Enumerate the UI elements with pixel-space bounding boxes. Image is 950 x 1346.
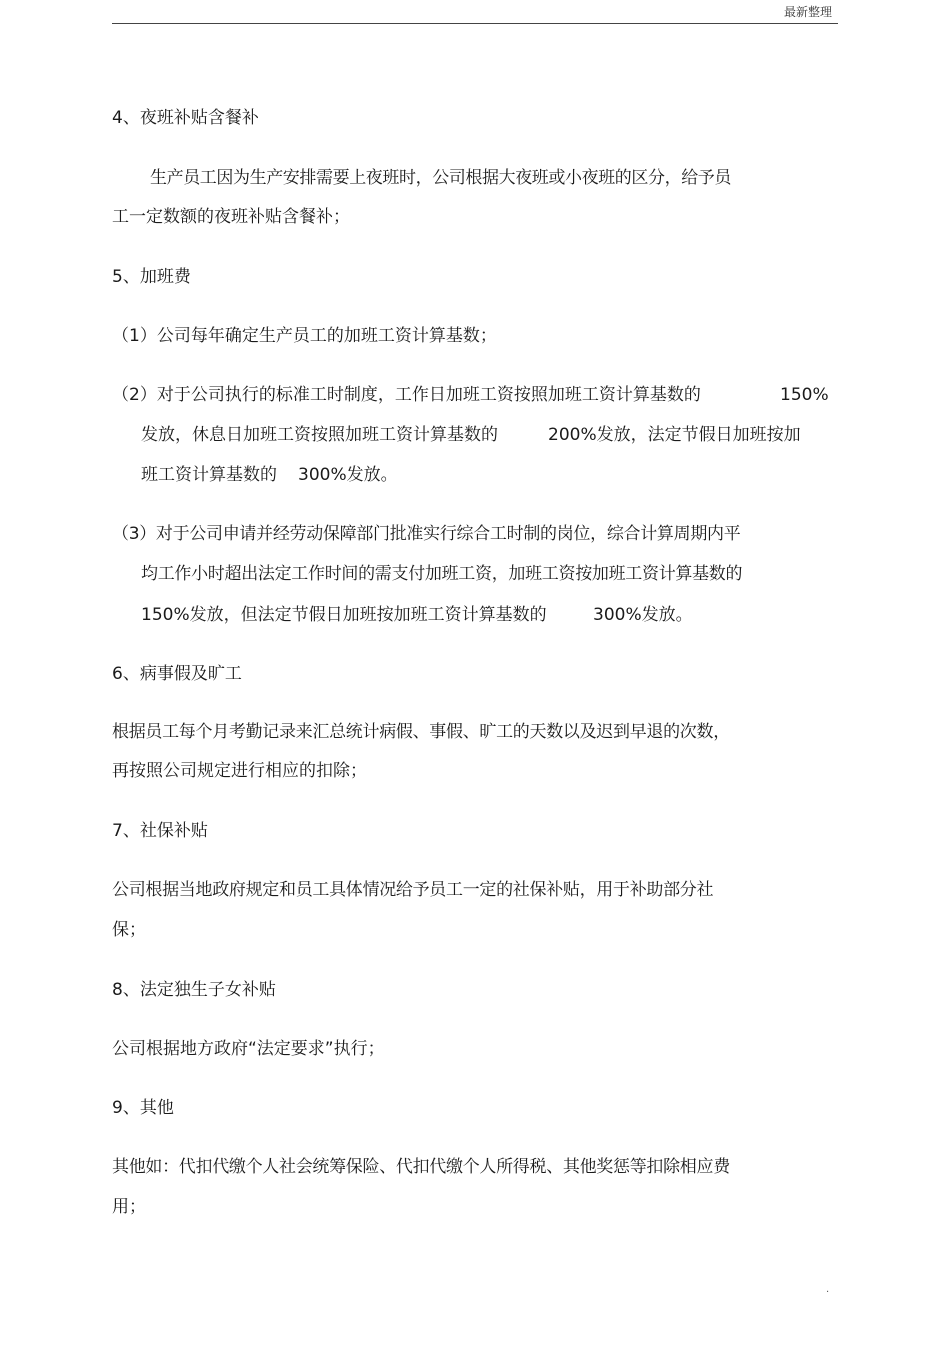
section-8-paragraph: 公司根据地方政府“法定要求”执行； bbox=[112, 1039, 385, 1059]
section-5-item-2-line-3-part-a: 班工资计算基数的 bbox=[141, 465, 277, 485]
section-5-item-3-line-1: （3）对于公司申请并经劳动保障部门批准实行综合工时制的岗位，综合计算周期内平 bbox=[112, 524, 741, 544]
section-7-paragraph-line-2: 保； bbox=[112, 920, 146, 940]
section-6-paragraph-line-2: 再按照公司规定进行相应的扣除； bbox=[112, 761, 367, 781]
section-5-item-2-line-3-part-b: 300%发放。 bbox=[298, 465, 398, 485]
section-9-heading: 9、其他 bbox=[112, 1098, 174, 1118]
section-5-item-1: （1）公司每年确定生产员工的加班工资计算基数； bbox=[112, 326, 497, 346]
section-6-heading: 6、病事假及旷工 bbox=[112, 664, 242, 684]
section-5-item-2-line-1-value: 150% bbox=[780, 385, 829, 405]
section-4-heading: 4、夜班补贴含餐补 bbox=[112, 108, 259, 128]
section-4-paragraph-line-2: 工一定数额的夜班补贴含餐补； bbox=[112, 207, 350, 227]
section-7-heading: 7、社保补贴 bbox=[112, 821, 208, 841]
section-5-item-3-line-3-part-a: 150%发放，但法定节假日加班按加班工资计算基数的 bbox=[141, 605, 547, 625]
section-7-paragraph-line-1: 公司根据当地政府规定和员工具体情况给予员工一定的社保补贴，用于补助部分社 bbox=[112, 880, 714, 900]
footer-mark: . bbox=[826, 1284, 830, 1295]
section-5-item-3-line-3-part-b: 300%发放。 bbox=[593, 605, 693, 625]
section-5-item-3-line-2: 均工作小时超出法定工作时间的需支付加班工资，加班工资按加班工资计算基数的 bbox=[141, 564, 743, 584]
section-9-paragraph-line-1: 其他如：代扣代缴个人社会统筹保险、代扣代缴个人所得税、其他奖惩等扣除相应费 bbox=[112, 1157, 730, 1177]
section-5-item-2-line-1: （2）对于公司执行的标准工时制度，工作日加班工资按照加班工资计算基数的 bbox=[112, 385, 701, 405]
section-6-paragraph-line-1: 根据员工每个月考勤记录来汇总统计病假、事假、旷工的天数以及迟到早退的次数， bbox=[112, 722, 730, 742]
header-label: 最新整理 bbox=[783, 5, 832, 19]
section-5-item-2-line-2-part-a: 发放，休息日加班工资按照加班工资计算基数的 bbox=[141, 425, 498, 445]
section-4-paragraph-line-1: 生产员工因为生产安排需要上夜班时，公司根据大夜班或小夜班的区分，给予员 bbox=[150, 168, 731, 188]
section-8-heading: 8、法定独生子女补贴 bbox=[112, 980, 276, 1000]
section-9-paragraph-line-2: 用； bbox=[112, 1197, 146, 1217]
section-5-heading: 5、加班费 bbox=[112, 267, 191, 287]
header-divider bbox=[112, 23, 838, 24]
section-5-item-2-line-2-part-b: 200%发放，法定节假日加班按加 bbox=[548, 425, 801, 445]
